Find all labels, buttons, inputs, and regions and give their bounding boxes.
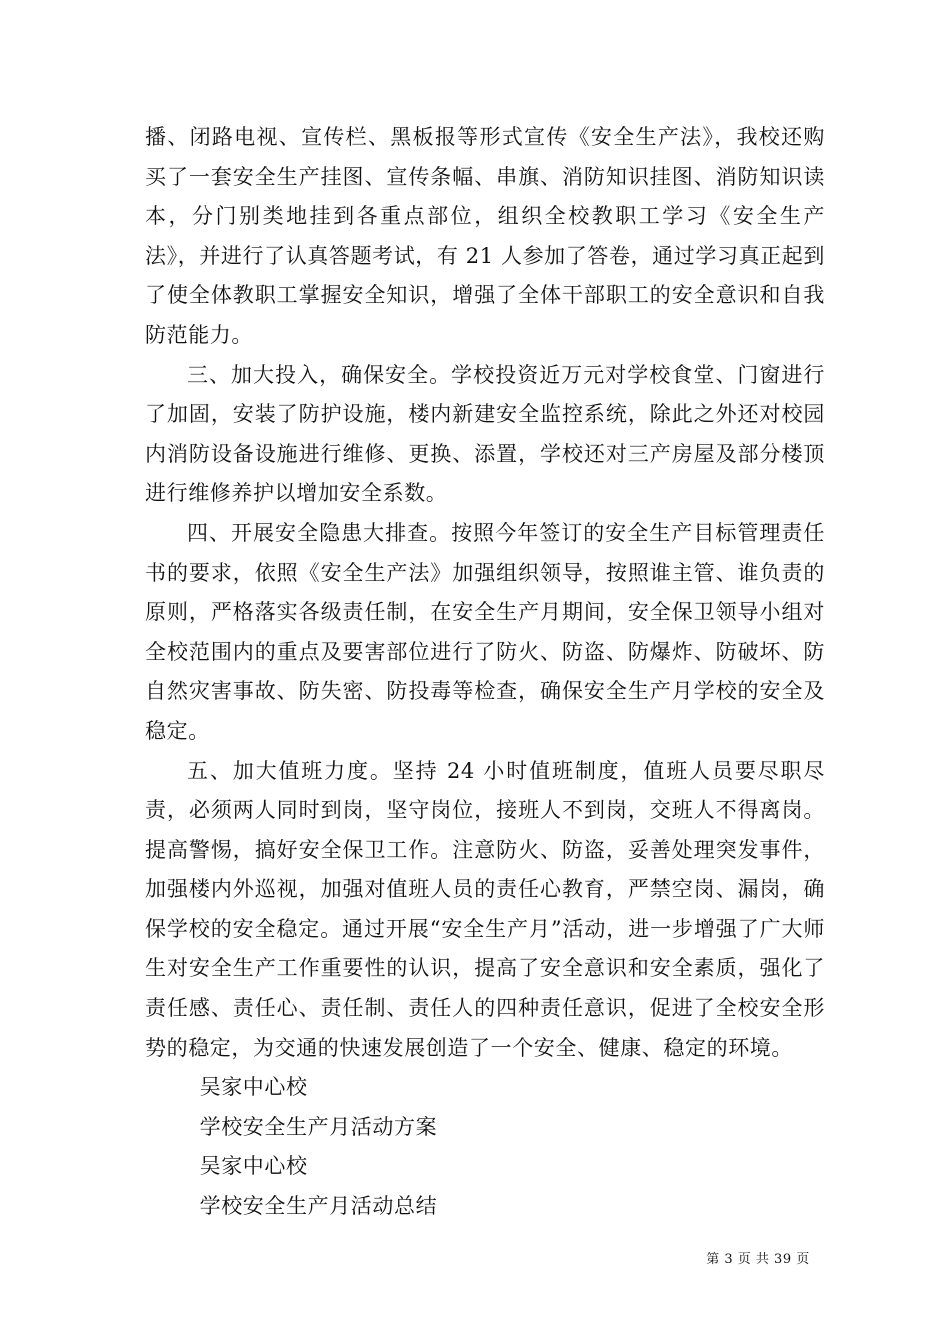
page-number-footer: 第 3 页 共 39 页 <box>706 1252 810 1267</box>
document-body <box>145 118 825 1227</box>
paragraph-continued: 播、闭路电视、宣传栏、黑板报等形式宣传《安全生产法》，我校还购买了一套安全生产挂图、宣传条幅、串旗、消防知识挂图、消防知识读本，分门别类地挂到各重点部位，组织全校教职工学习《安全生产法》，并进行了认真答题考试，有 21 人参加了答卷，通过学习真正起到了使全体教职工掌握安全知识，增强了全体干部职工的安全意识和自我防范能力。 <box>145 125 825 347</box>
title-activity-plan: 学校安全生产月活动方案 <box>199 1114 438 1139</box>
paragraph-section-five: 五、加大值班力度。坚持 24 小时值班制度，值班人员要尽职尽责，必须两人同时到岗，坚守岗位，接班人不到岗，交班人不得离岗。提高警惕，搞好安全保卫工作。注意防火、防盗，妥善处理突发事件，加强楼内外巡视，加强对值班人员的责任心教育，严禁空岗、漏岗，确保学校的安全稳定。通过开展“安全生产月”活动，进一步增强了广大师生对安全生产工作重要性的认识，提高了安全意识和安全素质，强化了责任感、责任心、责任制、责任人的四种责任意识，促进了全校安全形势的稳定，为交通的快速发展创造了一个安全、健康、稳定的环境。 <box>145 758 825 1060</box>
title-activity-summary: 学校安全生产月活动总结 <box>199 1194 438 1219</box>
signature-school-2: 吴家中心校 <box>199 1154 308 1179</box>
paragraph-section-three: 三、加大投入，确保安全。学校投资近万元对学校食堂、门窗进行了加固，安装了防护设施，楼内新建安全监控系统，除此之外还对校园内消防设备设施进行维修、更换、添置，学校还对三产房屋及部分楼顶进行维修养护以增加安全系数。 <box>145 362 825 506</box>
signature-school-1: 吴家中心校 <box>199 1075 308 1100</box>
paragraph-section-four: 四、开展安全隐患大排查。按照今年签订的安全生产目标管理责任书的要求，依照《安全生产法》加强组织领导，按照谁主管、谁负责的原则，严格落实各级责任制，在安全生产月期间，安全保卫领导小组对全校范围内的重点及要害部位进行了防火、防盗、防爆炸、防破坏、防自然灾害事故、防失密、防投毒等检查，确保安全生产月学校的安全及稳定。 <box>145 520 825 743</box>
